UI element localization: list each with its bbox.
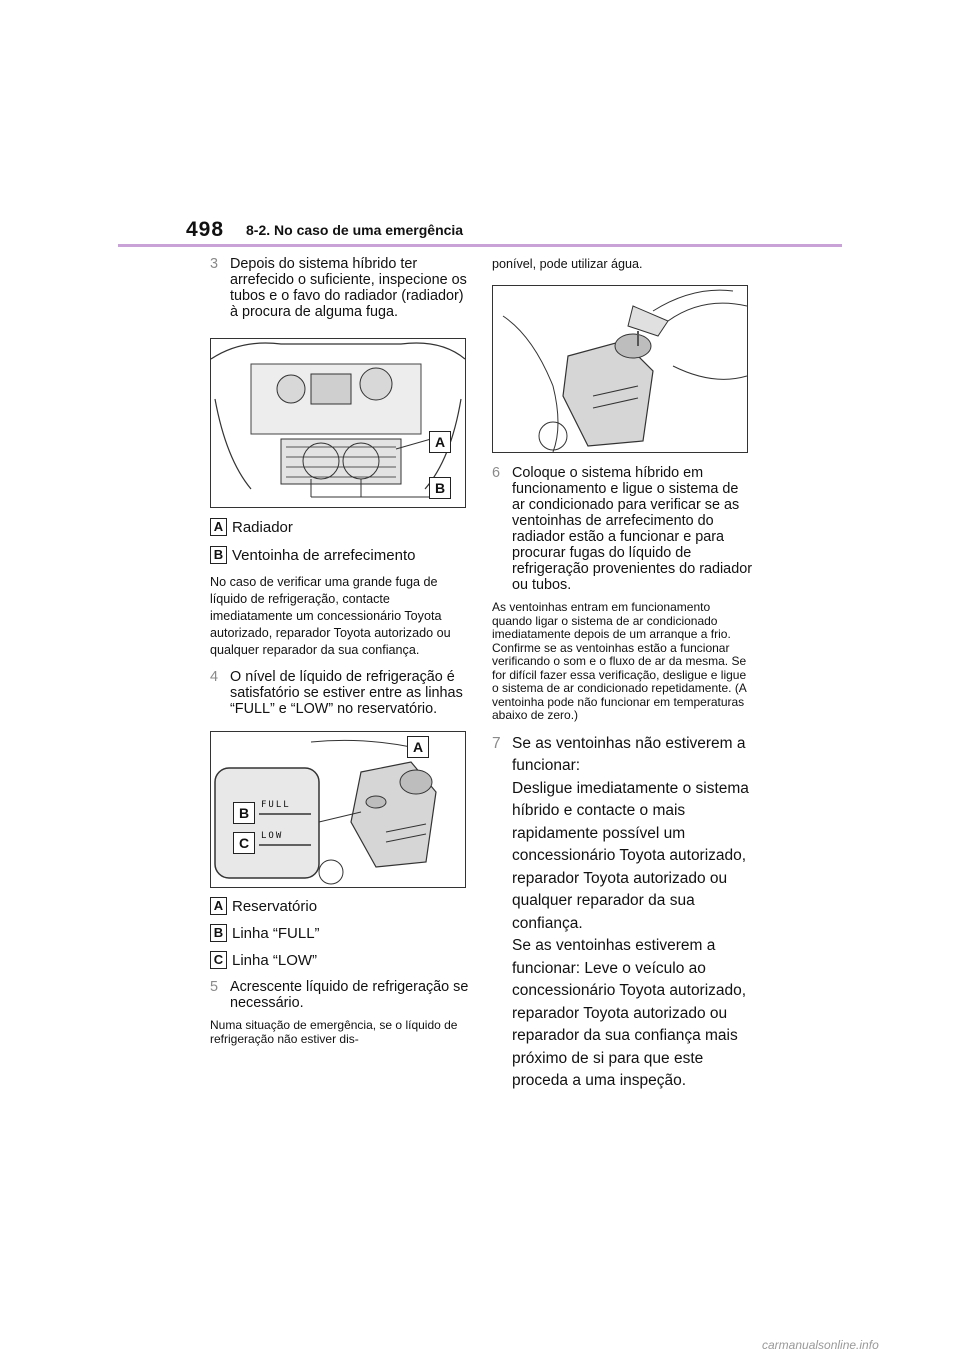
section-title: 8-2. No caso de uma emergência <box>246 222 464 238</box>
header-rule <box>118 244 842 247</box>
right-column <box>492 256 752 1093</box>
step-7-paragraph-1: Desligue imediatamente o sistema híbrido e contacte o mais rapidamente possível um concessionário Toyota autorizado, reparador Toyota autorizado ou qualquer reparador da sua confiança. <box>512 779 749 932</box>
step-text: Se as ventoinhas não estiverem a funcionar: <box>512 734 746 774</box>
page-number: 498 <box>186 218 225 241</box>
legend-badge: A <box>210 518 227 536</box>
engine-bay-illustration <box>211 339 465 507</box>
legend-text: Reservatório <box>232 897 318 915</box>
legend-item <box>210 951 470 969</box>
refill-figure <box>492 285 748 453</box>
step-3 <box>210 256 470 320</box>
legend-badge: A <box>210 897 227 915</box>
figure-label-a: A <box>407 736 429 758</box>
low-line-label: LOW <box>261 831 284 841</box>
radiator-figure <box>210 338 466 508</box>
step-text: O nível de líquido de refrigeração é satisfatório se estiver entre as linhas “FULL” e “LOW” no reservatório. <box>230 669 463 717</box>
figure-label-a: A <box>429 431 451 453</box>
legend-item <box>210 518 470 536</box>
step-5 <box>210 979 470 1011</box>
figure-label-c: C <box>233 832 255 854</box>
step-6 <box>492 465 752 593</box>
legend-item <box>210 897 470 915</box>
step-4 <box>210 669 470 717</box>
legend-text: Linha “LOW” <box>232 951 318 969</box>
step-7-paragraph-2: Se as ventoinhas estiverem a funcionar: Leve o veículo ao concessionário Toyota autorizado, reparador Toyota autorizado ou reparador da sua confiança mais próximo de si para que este proceda a uma inspeção. <box>512 937 747 1089</box>
figure-label-b: B <box>429 477 451 499</box>
step-number: 6 <box>492 465 501 481</box>
legend-item <box>210 924 470 942</box>
step-text: Depois do sistema híbrido ter arrefecido o suficiente, inspecione os tubos e o favo do radiador (radiador) à procura de alguma fuga. <box>230 256 467 320</box>
legend-item <box>210 546 470 564</box>
left-column <box>210 256 470 1046</box>
step-number: 4 <box>210 669 219 685</box>
note-emergency: Numa situação de emergência, se o líquido de refrigeração não estiver dis- <box>210 1018 458 1046</box>
note-emergency-continued: ponível, pode utilizar água. <box>492 257 643 271</box>
legend-badge: B <box>210 924 227 942</box>
watermark: carmanualsonline.info <box>762 1338 879 1352</box>
legend-badge: B <box>210 546 227 564</box>
step-number: 3 <box>210 256 219 272</box>
legend-text: Linha “FULL” <box>232 924 320 942</box>
legend-text: Ventoinha de arrefecimento <box>232 546 416 564</box>
refill-illustration <box>493 286 747 452</box>
step-number: 5 <box>210 979 219 995</box>
figure-label-b: B <box>233 802 255 824</box>
full-line-label: FULL <box>261 800 291 810</box>
step-text: Coloque o sistema híbrido em funcionamento e ligue o sistema de ar condicionado para verificar se as ventoinhas de arrefecimento do radiador estão a funcionar e para procurar fugas do líquido de refrigeração provenientes do radiador ou tubos. <box>512 465 752 593</box>
step-text: Acrescente líquido de refrigeração se necessário. <box>230 979 469 1011</box>
step-number: 7 <box>492 734 501 752</box>
legend-badge: C <box>210 951 227 969</box>
note-leak: No caso de verificar uma grande fuga de líquido de refrigeração, contacte imediatamente um concessionário Toyota autorizado, reparador Toyota autorizado ou qualquer reparador da sua confiança. <box>210 575 451 657</box>
step-7 <box>492 733 752 1093</box>
note-fans: As ventoinhas entram em funcionamento quando ligar o sistema de ar condicionado imediatamente depois de um arranque a frio. Confirme se as ventoinhas estão a funcionar verificando o som e o fluxo de ar da mesma. Se for difícil fazer essa verificação, desligue e ligue o sistema de ar condicionado repetidamente. (A ventoinha pode não funcionar em temperaturas abaixo de zero.) <box>492 600 747 722</box>
reservoir-figure <box>210 731 466 888</box>
legend-text: Radiador <box>232 518 293 536</box>
